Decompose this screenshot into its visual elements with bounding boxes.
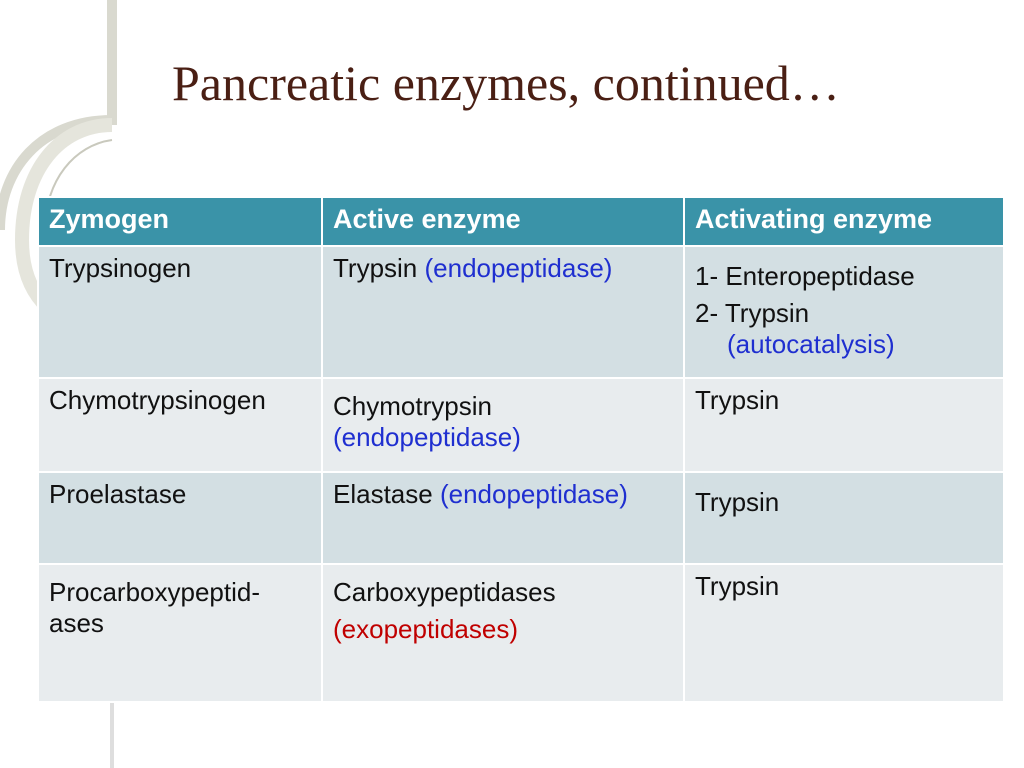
active-enzyme-type: (exopeptidases) bbox=[333, 614, 518, 644]
active-enzyme-name: Chymotrypsin bbox=[333, 391, 492, 421]
table-row bbox=[38, 378, 1004, 472]
activating-enzyme-cell bbox=[684, 564, 1004, 702]
zymogen-cell bbox=[38, 246, 322, 378]
activating-enzyme-note: (autocatalysis) bbox=[727, 329, 895, 359]
active-enzyme-cell bbox=[322, 472, 684, 564]
header-active-enzyme: Active enzyme bbox=[322, 197, 684, 246]
zymogen-cell bbox=[38, 472, 322, 564]
activating-enzyme-line-1: 1- Enteropeptidase bbox=[695, 261, 915, 291]
slide-title: Pancreatic enzymes, continued… bbox=[172, 55, 840, 111]
activating-enzyme-cell bbox=[684, 246, 1004, 378]
zymogen-text: Proelastase bbox=[49, 479, 187, 509]
activating-enzyme-line-2: 2- Trypsin bbox=[695, 298, 810, 328]
active-enzyme-cell bbox=[322, 378, 684, 472]
active-enzyme-type: (endopeptidase) bbox=[424, 253, 613, 283]
active-enzyme-type: (endopeptidase) bbox=[333, 422, 521, 452]
zymogen-cell bbox=[38, 378, 322, 472]
zymogen-text: Trypsinogen bbox=[49, 253, 192, 283]
active-enzyme-type: (endopeptidase) bbox=[439, 479, 628, 509]
zymogen-cell bbox=[38, 564, 322, 702]
enzyme-table bbox=[37, 196, 1005, 703]
activating-enzyme-text: Trypsin bbox=[695, 571, 780, 601]
activating-enzyme-text: Trypsin bbox=[695, 385, 780, 415]
header-activating-enzyme: Activating enzyme bbox=[684, 197, 1004, 246]
table-row bbox=[38, 472, 1004, 564]
table-row bbox=[38, 564, 1004, 702]
zymogen-text-line-1: Procarboxypeptid- bbox=[49, 577, 260, 607]
active-enzyme-name: Carboxypeptidases bbox=[333, 577, 556, 607]
active-enzyme-cell bbox=[322, 246, 684, 378]
zymogen-text-line-2: ases bbox=[49, 608, 104, 638]
activating-enzyme-text: Trypsin bbox=[695, 487, 780, 517]
activating-enzyme-cell bbox=[684, 378, 1004, 472]
active-enzyme-cell bbox=[322, 564, 684, 702]
activating-enzyme-cell bbox=[684, 472, 1004, 564]
zymogen-text: Chymotrypsinogen bbox=[49, 385, 266, 415]
table-row bbox=[38, 246, 1004, 378]
active-enzyme-name: Elastase bbox=[333, 479, 433, 509]
table-header-row bbox=[38, 197, 1004, 246]
header-zymogen: Zymogen bbox=[38, 197, 322, 246]
active-enzyme-name: Trypsin bbox=[333, 253, 418, 283]
